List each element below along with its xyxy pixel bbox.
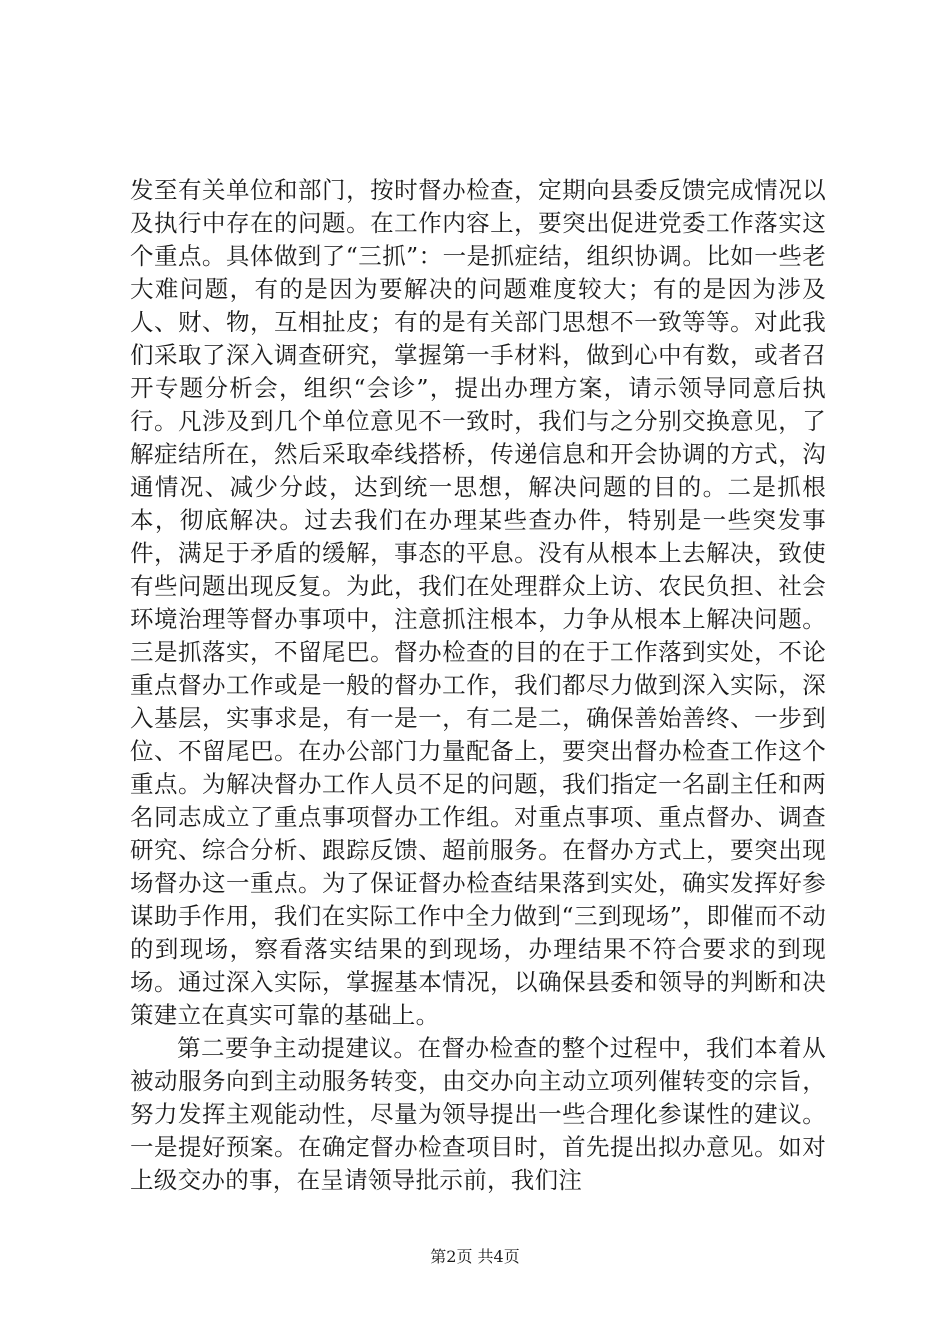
body-paragraph-1: 发至有关单位和部门，按时督办检查，定期向县委反馈完成情况以及执行中存在的问题。在工作内容上，要突出促进党委工作落实这个重点。具体做到了“三抓”：一是抓症结，组织协调。比如一些老大难问题，有的是因为要解决的问题难度较大；有的是因为涉及人、财、物，互相扯皮；有的是有关部门思想不一致等等。对此我们采取了深入调查研究，掌握第一手材料，做到心中有数，或者召开专题分析会，组织“会诊”，提出办理方案，请示领导同意后执行。凡涉及到几个单位意见不一致时，我们与之分别交换意见，了解症结所在，然后采取牵线搭桥，传递信息和开会协调的方式，沟通情况、减少分歧，达到统一思想，解决问题的目的。二是抓根本，彻底解决。过去我们在办理某些查办件，特别是一些突发事件，满足于矛盾的缓解，事态的平息。没有从根本上去解决，致使有些问题出现反复。为此，我们在处理群众上访、农民负担、社会环境治理等督办事项中，注意抓注根本，力争从根本上解决问题。三是抓落实，不留尾巴。督办检查的目的在于工作落到实处，不论重点督办工作或是一般的督办工作，我们都尽力做到深入实际，深入基层，实事求是，有一是一，有二是二，确保善始善终、一步到位、不留尾巴。在办公部门力量配备上，要突出督办检查工作这个重点。为解决督办工作人员不足的问题，我们指定一名副主任和两名同志成立了重点事项督办工作组。对重点事项、重点督办、调查研究、综合分析、跟踪反馈、超前服务。在督办方式上，要突出现场督办这一重点。为了保证督办检查结果落到实处，确实发挥好参谋助手作用，我们在实际工作中全力做到“三到现场”，即催而不动的到现场，察看落实结果的到现场，办理结果不符合要求的到现场。通过深入实际，掌握基本情况，以确保县委和领导的判断和决策建立在真实可靠的基础上。 <box>130 176 826 1029</box>
document-body <box>130 174 826 1197</box>
page-footer <box>0 1244 950 1267</box>
page-number-label: 第2页 共4页 <box>430 1247 520 1266</box>
body-paragraph-2: 第二要争主动提建议。在督办检查的整个过程中，我们本着从被动服务向到主动服务转变，由交办向主动立项列催转变的宗旨，努力发挥主观能动性，尽量为领导提出一些合理化参谋性的建议。一是提好预案。在确定督办检查项目时，首先提出拟办意见。如对上级交办的事，在呈请领导批示前，我们注 <box>130 1034 826 1194</box>
